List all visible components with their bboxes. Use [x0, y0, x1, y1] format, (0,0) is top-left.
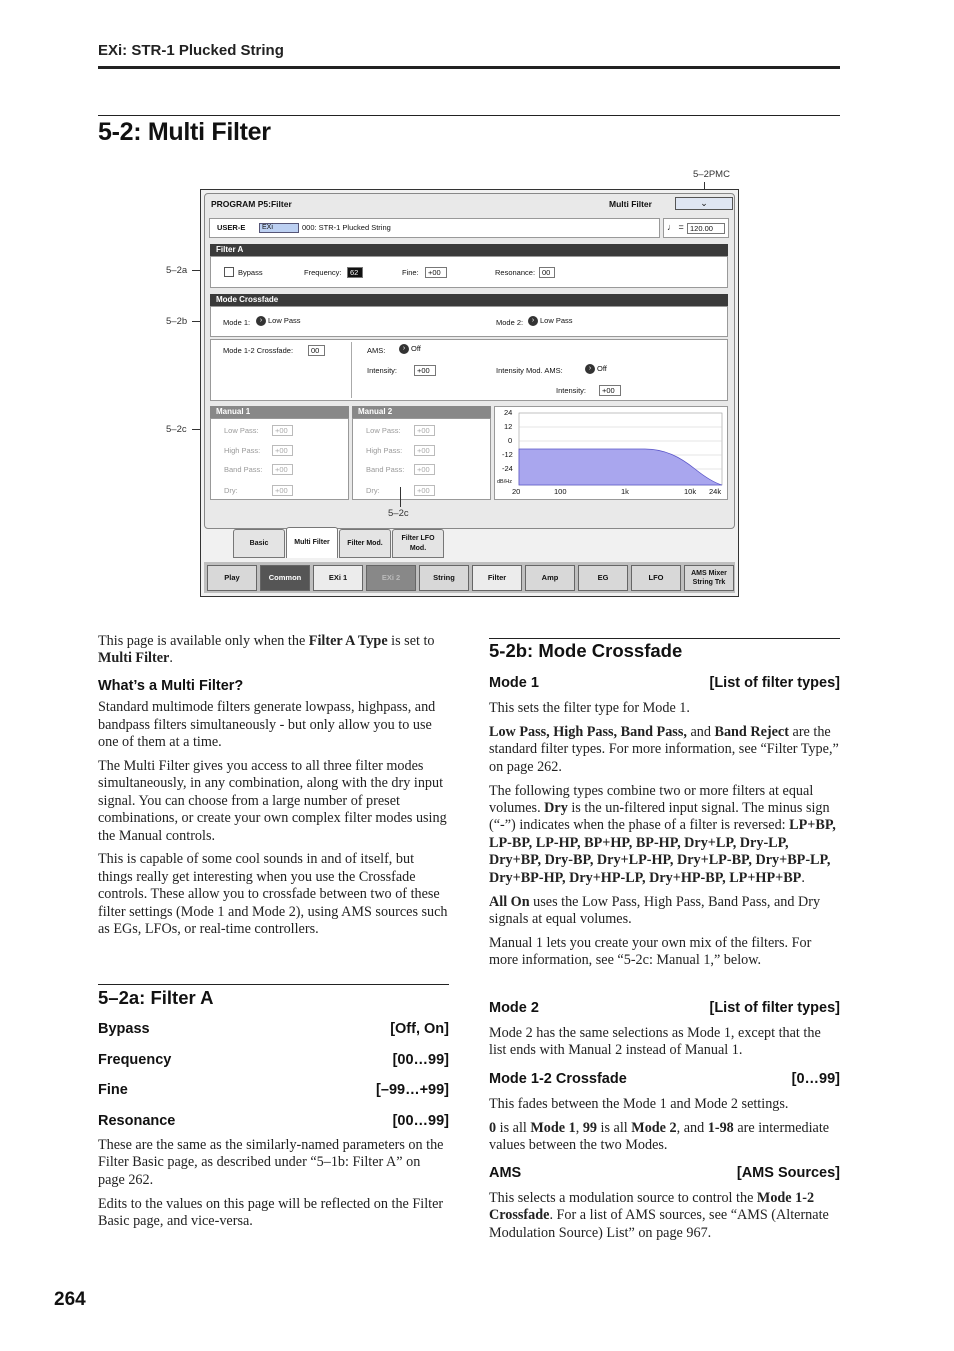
frequency-label: Frequency: [304, 268, 342, 277]
bold-text: 1-98 [707, 1119, 734, 1136]
bank-label: USER-E [217, 223, 246, 232]
x-tick-label: 100 [554, 487, 567, 496]
mode1-description [489, 700, 841, 976]
text: uses the Low Pass, High Pass, Band Pass, and Dry signals at equal volumes. [489, 893, 821, 927]
filter-a-header: Filter A [210, 244, 728, 256]
header-rule [98, 66, 840, 69]
title-rule [98, 115, 840, 116]
manual2-header: Manual 2 [352, 406, 491, 418]
manual2-low-pass-field[interactable]: +00 [414, 425, 435, 436]
manual1-high-pass-field[interactable]: +00 [272, 445, 293, 456]
param-range: [Off, On] [390, 1021, 449, 1037]
tab-string[interactable]: String [419, 565, 469, 591]
paragraph [489, 894, 841, 929]
paragraph: This fades between the Mode 1 and Mode 2 settings. [489, 1096, 789, 1112]
text: , and [676, 1119, 708, 1136]
param-range: [List of filter types] [709, 675, 840, 691]
param-resonance [98, 1113, 449, 1129]
manual2-high-pass-field[interactable]: +00 [414, 445, 435, 456]
callout-5-2a: 5–2a [166, 265, 188, 276]
manual2-low-pass-label: Low Pass: [366, 426, 401, 435]
program-name: 000: STR-1 Plucked String [302, 223, 391, 232]
crossfade-label: Mode 1-2 Crossfade: [223, 346, 294, 355]
text: is the un-filtered input signal. The minus sign (“-”) indicates when the phase of a filter is reversed: [489, 800, 830, 834]
crossfade-description [489, 1096, 841, 1161]
param-name: Frequency [98, 1052, 172, 1068]
callout-5-2c: 5–2c [166, 424, 187, 435]
manual1-band-pass-field[interactable]: +00 [272, 464, 293, 475]
x-tick-label: 24k [709, 487, 722, 496]
fine-label: Fine: [402, 268, 419, 277]
filter-a-description [98, 1137, 450, 1237]
bypass-label: Bypass [238, 268, 263, 277]
resonance-field[interactable]: 00 [539, 267, 555, 278]
y-tick-label: 24 [504, 408, 513, 417]
tab-lfo[interactable]: LFO [631, 565, 681, 591]
page-number: 264 [54, 1289, 86, 1310]
chevron-right-icon: › [585, 364, 595, 374]
subheading: What’s a Multi Filter? [98, 677, 244, 694]
tab-eg[interactable]: EG [578, 565, 628, 591]
ams-label: AMS: [367, 346, 386, 355]
mode1-value: Low Pass [268, 316, 301, 325]
bold-text: Mode 1-2 Crossfade [489, 1190, 815, 1224]
fine-field[interactable]: +00 [425, 267, 447, 278]
paragraph: The Multi Filter gives you access to all three filter modes simultaneously, in any combination, along with the dry input signal. You can choose from a large number of preset combinations, or create your own complex filter modes using the Manual controls. [98, 757, 447, 844]
text: are the standard filter types. For more information, see “Filter Type,” on page 262. [489, 723, 839, 775]
manual2-dry-field[interactable]: +00 [414, 485, 435, 496]
param-mode1 [489, 675, 840, 691]
manual1-low-pass-label: Low Pass: [224, 426, 259, 435]
param-name: Mode 2 [489, 1000, 539, 1016]
param-range: [00…99] [392, 1052, 449, 1068]
callout-line [400, 487, 401, 507]
tab-exi1[interactable]: EXi 1 [313, 565, 363, 591]
tab-filter[interactable]: Filter [472, 565, 522, 591]
param-crossfade [489, 1071, 840, 1087]
y-tick-label: -12 [502, 450, 513, 459]
intro-paragraph [98, 633, 450, 668]
manual1-dry-label: Dry: [224, 486, 238, 495]
param-ams [489, 1165, 840, 1181]
page-menu-label: Multi Filter [609, 199, 652, 209]
param-name: Fine [98, 1082, 128, 1098]
callout-5-2b: 5–2b [166, 316, 188, 327]
text: are intermediate values between the two Modes. [489, 1119, 830, 1154]
text: This page is available only when the [98, 633, 309, 649]
param-fine [98, 1082, 449, 1098]
filter-response-graph [494, 406, 728, 500]
param-name: AMS [489, 1165, 522, 1181]
intensity-label: Intensity: [367, 366, 398, 375]
ams-description [489, 1190, 841, 1249]
intensity-field[interactable]: +00 [414, 365, 436, 376]
mode2-description [489, 1025, 841, 1066]
mode2-value: Low Pass [540, 316, 573, 325]
y-tick-label: -24 [502, 464, 513, 473]
text: , [575, 1119, 583, 1136]
text: is all [496, 1119, 531, 1136]
paragraph: Manual 1 lets you create your own mix of the filters. For more information, see “5-2c: Manual 1,” below. [489, 934, 812, 969]
tab-common[interactable]: Common [260, 565, 310, 591]
bold-text: Low Pass, High Pass, Band Pass, [489, 723, 687, 740]
tab-amp[interactable]: Amp [525, 565, 575, 591]
text: . [169, 650, 173, 667]
tab-play[interactable]: Play [207, 565, 257, 591]
tab-filter-mod[interactable]: Filter Mod. [339, 529, 391, 558]
bold-text: 99 [582, 1119, 597, 1136]
mode1-label: Mode 1: [223, 318, 251, 327]
note-icon: ♩ = [667, 222, 684, 232]
tab-basic[interactable]: Basic [233, 529, 285, 558]
page-menu-button[interactable] [675, 197, 733, 210]
param-name: Bypass [98, 1021, 150, 1037]
callout-5-2c-bottom: 5–2c [388, 508, 409, 519]
section-rule [98, 984, 449, 985]
bold-text: Filter A Type [308, 633, 388, 649]
y-tick-label: 0 [508, 436, 513, 445]
left-column-intro [98, 633, 450, 945]
x-tick-label: 20 [512, 487, 521, 496]
divider [351, 342, 352, 398]
tab-exi2[interactable]: EXi 2 [366, 565, 416, 591]
section-heading-filter-a: 5–2a: Filter A [98, 987, 214, 1008]
manual1-header: Manual 1 [210, 406, 349, 418]
param-range: [0…99] [791, 1071, 840, 1087]
manual2-high-pass-label: High Pass: [366, 446, 403, 455]
tab-multi-filter[interactable]: Multi Filter [286, 527, 338, 558]
manual1-high-pass-label: High Pass: [224, 446, 261, 455]
section-heading-mode-crossfade: 5-2b: Mode Crossfade [489, 640, 683, 661]
crossfade-field[interactable]: 00 [308, 345, 325, 356]
exi-badge: EXi [259, 223, 299, 233]
tempo-field[interactable]: 120.00 [687, 223, 725, 234]
bold-text: Mode 1 [530, 1119, 576, 1136]
frequency-field[interactable]: 62 [347, 267, 363, 278]
running-head: EXi: STR-1 Plucked String [98, 42, 284, 59]
manual2-band-pass-field[interactable]: +00 [414, 464, 435, 475]
bypass-checkbox[interactable] [224, 267, 234, 277]
mode2-select[interactable] [528, 316, 573, 326]
param-name: Resonance [98, 1113, 176, 1129]
mode-crossfade-header: Mode Crossfade [210, 294, 728, 306]
manual1-band-pass-label: Band Pass: [224, 465, 263, 474]
bold-text: All On [489, 893, 530, 910]
int-mod-ams-value: Off [597, 364, 607, 373]
paragraph [489, 1120, 841, 1155]
text: is all [597, 1119, 632, 1136]
chevron-right-icon: › [399, 344, 409, 354]
bold-text: Mode 2 [631, 1119, 677, 1136]
x-tick-label: 1k [621, 487, 629, 496]
manual2-band-pass-label: Band Pass: [366, 465, 405, 474]
resonance-label: Resonance: [495, 268, 536, 277]
ams-value: Off [411, 344, 421, 353]
chevron-right-icon: › [528, 316, 538, 326]
callout-5-2pmc: 5–2PMC [693, 169, 730, 180]
param-name: Mode 1-2 Crossfade [489, 1071, 627, 1087]
response-curve-svg [495, 407, 727, 499]
screen-title: PROGRAM P5:Filter [211, 199, 292, 209]
int-mod-ams-label: Intensity Mod. AMS: [496, 366, 563, 375]
chevron-right-icon: › [256, 316, 266, 326]
param-range: [00…99] [392, 1113, 449, 1129]
text: . [801, 869, 805, 886]
param-range: [List of filter types] [709, 1000, 840, 1016]
text: The following types combine two or more filters at equal volumes. [489, 782, 814, 817]
paragraph [489, 1190, 841, 1242]
bold-text: 0 [489, 1119, 497, 1136]
intensity2-field[interactable]: +00 [599, 385, 621, 396]
x-tick-label: 10k [684, 487, 697, 496]
paragraph: Mode 2 has the same selections as Mode 1, except that the list ends with Manual 2 instead of Manual 1. [489, 1025, 821, 1059]
y-tick-label: 12 [504, 422, 513, 431]
paragraph: These are the same as the similarly-named parameters on the Filter Basic page, as described under “5–1b: Filter A” on page 262. [98, 1137, 444, 1188]
param-range: [–99…+99] [376, 1082, 449, 1098]
int-mod-ams-select[interactable] [585, 364, 607, 374]
paragraph [489, 724, 841, 776]
intensity2-label: Intensity: [556, 386, 587, 395]
param-name: Mode 1 [489, 675, 539, 691]
param-mode2 [489, 1000, 840, 1016]
paragraph [489, 783, 841, 887]
chevron-down-icon: ⌄ [700, 198, 708, 208]
paragraph: This is capable of some cool sounds in and of itself, but things really get interesting when you use the Crossfade controls. These allow you to crossfade between two of these filter settings (Mode 1 and Mode 2), using AMS sources such as EGs, LFOs, or real-time controllers. [98, 851, 448, 938]
manual1-dry-field[interactable]: +00 [272, 485, 293, 496]
param-bypass [98, 1021, 449, 1037]
mode1-select[interactable] [256, 316, 301, 326]
param-frequency [98, 1052, 449, 1068]
bold-text: Multi Filter [98, 650, 170, 667]
graph-units: dB/Hz [497, 479, 512, 485]
tab-filter-lfo-mod[interactable]: Filter LFO Mod. [392, 529, 444, 558]
param-range: [AMS Sources] [736, 1165, 840, 1181]
bold-text: LP+BP, LP-BP, LP-HP, BP+HP, BP-HP, Dry+LP, Dry-LP, Dry+BP, Dry-BP, Dry+LP-HP, Dry+LP-BP, Dry+BP-LP, Dry+BP-HP, Dry+HP-LP, Dry+HP-BP, LP+HP+BP [489, 817, 836, 886]
mode2-label: Mode 2: [496, 318, 524, 327]
section-rule [489, 638, 840, 639]
text: . For a list of AMS sources, see “AMS (Alternate Modulation Source) List” on page 967. [489, 1207, 829, 1241]
text: and [686, 723, 715, 740]
text: is set to [387, 633, 435, 649]
ams-select[interactable] [399, 344, 421, 354]
text: This selects a modulation source to control the [489, 1190, 757, 1206]
manual1-low-pass-field[interactable]: +00 [272, 425, 293, 436]
bold-text: Band Reject [714, 723, 789, 740]
manual2-dry-label: Dry: [366, 486, 380, 495]
tab-ams-mixer[interactable]: AMS Mixer String Trk [684, 565, 734, 591]
paragraph: Standard multimode filters generate lowpass, highpass, and bandpass filters simultaneously - but only allow you to use one of them at a time. [98, 699, 436, 751]
page-title: 5-2: Multi Filter [98, 118, 271, 146]
response-curve [519, 449, 722, 485]
program-filter-screen [200, 189, 739, 597]
bold-text: Dry [544, 800, 568, 817]
filter-a-panel [210, 256, 728, 288]
paragraph: This sets the filter type for Mode 1. [489, 700, 690, 716]
paragraph: Edits to the values on this page will be reflected on the Filter Basic page, and vice-versa. [98, 1195, 444, 1230]
